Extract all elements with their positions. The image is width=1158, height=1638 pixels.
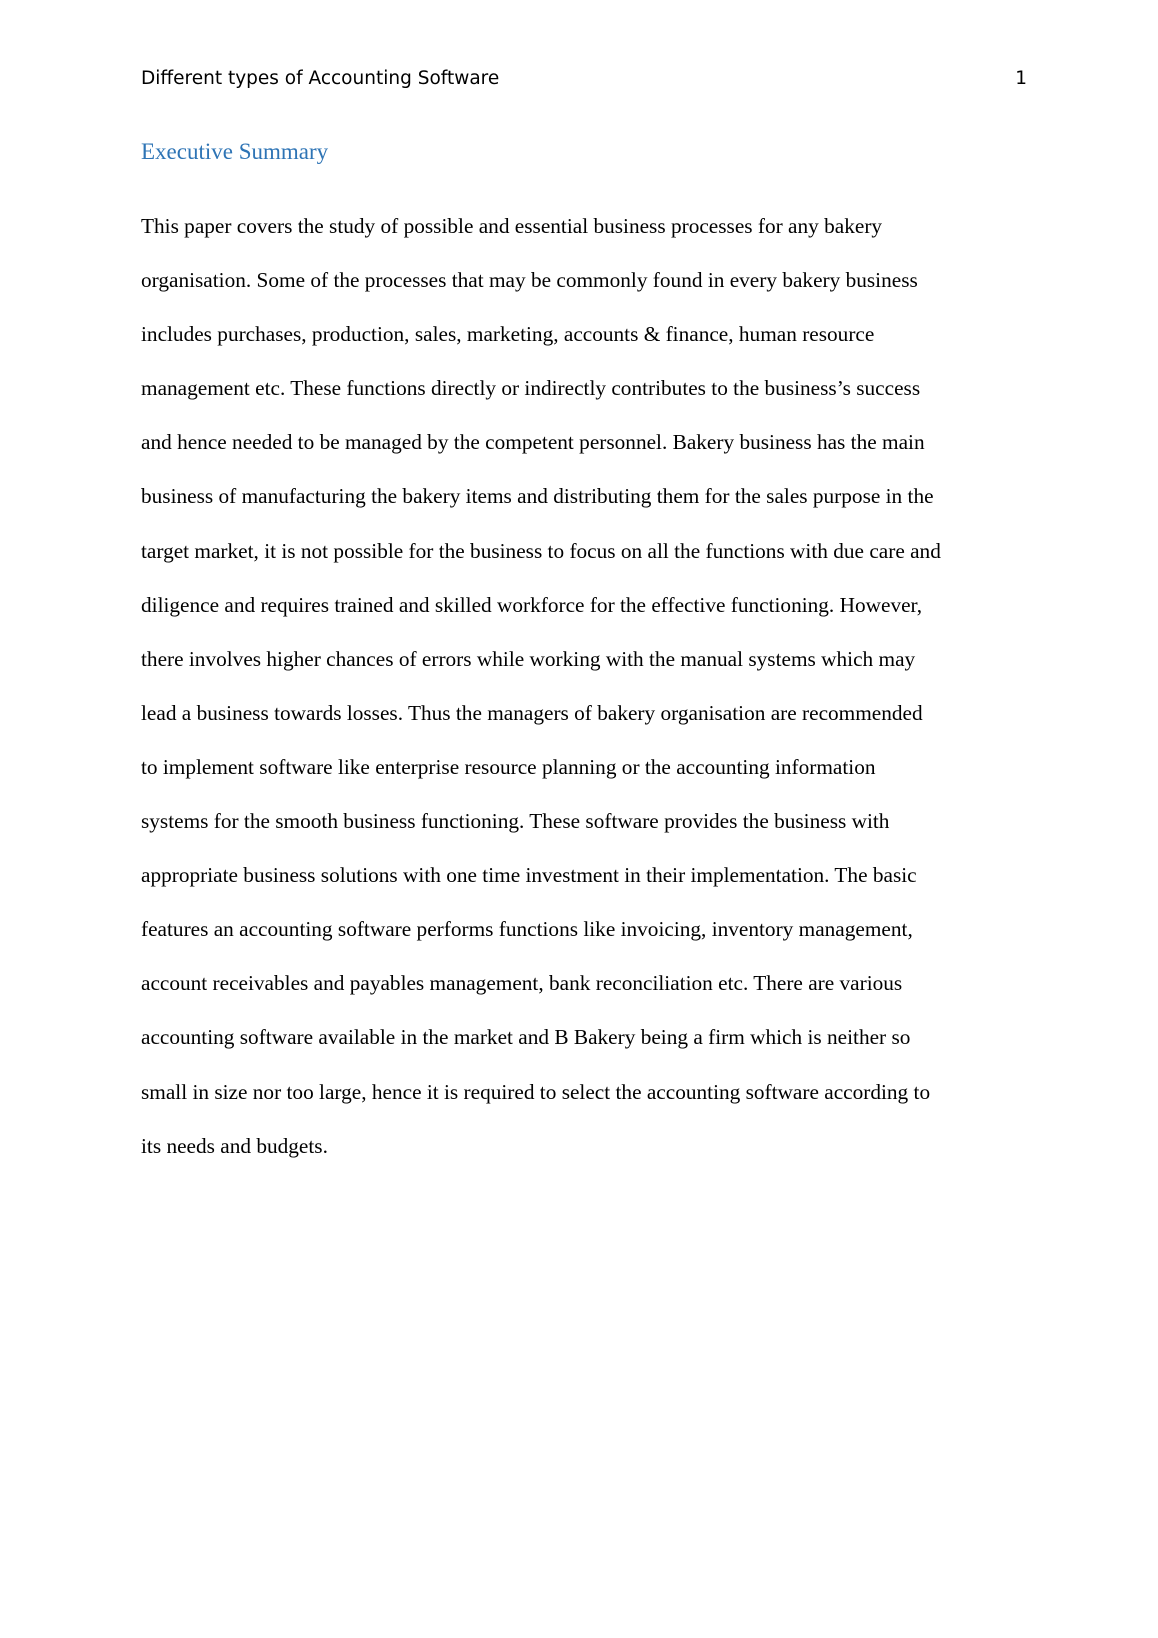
paragraph-line: includes purchases, production, sales, marketing, accounts & finance, human resource [141,322,875,347]
paragraph-line: accounting software available in the market and B Bakery being a firm which is neither so [141,1025,911,1050]
paragraph-line: management etc. These functions directly or indirectly contributes to the business’s success [141,376,921,401]
page-header [141,68,1027,98]
paragraph-line: diligence and requires trained and skilled workforce for the effective functioning. However, [141,592,923,617]
page-number: 1 [1015,68,1027,89]
paragraph-line: account receivables and payables management, bank reconciliation etc. There are various [141,971,903,996]
paragraph-line: business of manufacturing the bakery items and distributing them for the sales purpose in the [141,484,934,509]
paragraph-line: lead a business towards losses. Thus the managers of bakery organisation are recommended [141,700,923,725]
running-header-title: Different types of Accounting Software [141,68,500,89]
paragraph-line: to implement software like enterprise resource planning or the accounting information [141,754,876,779]
paragraph-line: organisation. Some of the processes that may be commonly found in every bakery business [141,268,918,293]
paragraph-line: small in size nor too large, hence it is required to select the accounting software according to [141,1079,931,1104]
paragraph-line: its needs and budgets. [141,1133,328,1158]
paragraph-line: target market, it is not possible for the business to focus on all the functions with due care and [141,538,941,563]
paragraph-line: systems for the smooth business functioning. These software provides the business with [141,809,890,834]
paragraph-line: appropriate business solutions with one time investment in their implementation. The basic [141,863,917,888]
section-heading: Executive Summary [141,139,329,164]
paragraph-line: This paper covers the study of possible and essential business processes for any bakery [141,214,883,238]
paragraph-line: features an accounting software performs functions like invoicing, inventory management, [141,917,913,942]
body-paragraph [141,206,1031,1180]
paragraph-line: and hence needed to be managed by the competent personnel. Bakery business has the main [141,430,925,455]
paragraph-line: there involves higher chances of errors while working with the manual systems which may [141,646,916,671]
